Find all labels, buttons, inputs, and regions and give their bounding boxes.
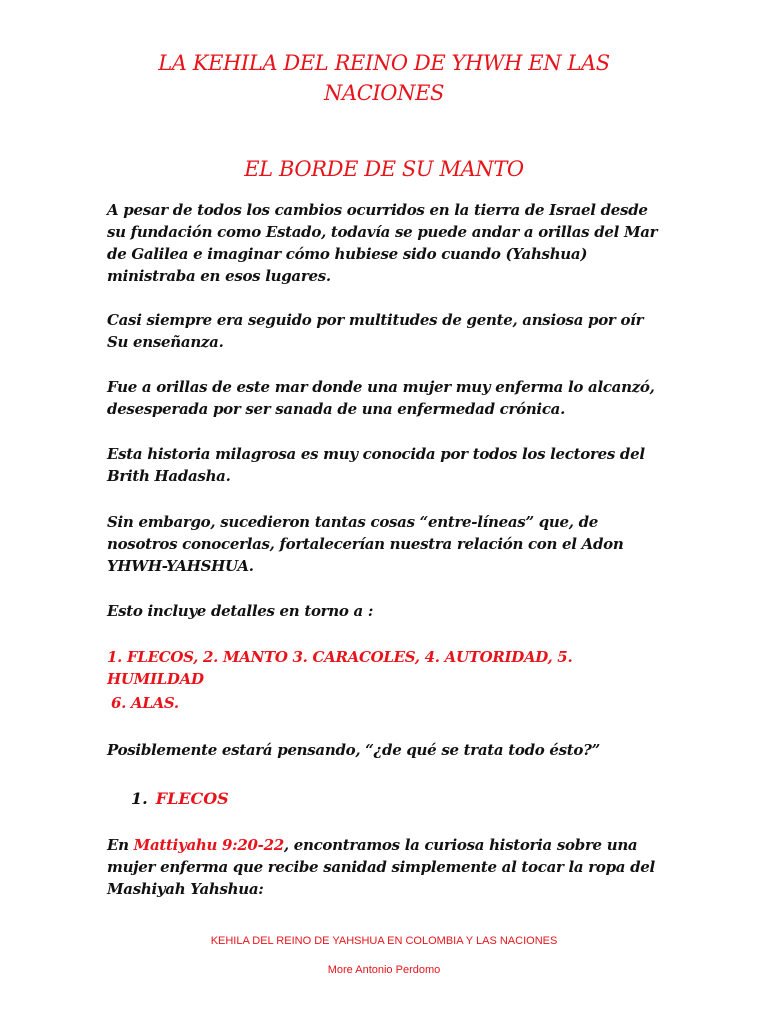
footer-line-1: KEHILA DEL REINO DE YAHSHUA EN COLOMBIA Y LAS NACIONES: [210, 935, 558, 947]
scripture-reference: Mattiyahu 9:20-22: [133, 836, 284, 854]
paragraph-5: Sin embargo, sucedieron tantas cosas “entre-líneas” que, de nosotros conocerlas, fortalecerían nuestra relación con el Adon YHWH-YAHSHUA.: [107, 513, 624, 575]
question-paragraph: Posiblemente estará pensando, “¿de qué se trata todo ésto?”: [107, 741, 600, 759]
final-paragraph: [107, 834, 667, 900]
document-subtitle: EL BORDE DE SU MANTO: [244, 157, 524, 181]
paragraph-3: Fue a orillas de este mar donde una mujer muy enferma lo alcanzó, desesperada por ser sanada de una enfermedad crónica.: [107, 378, 655, 418]
final-paragraph-text: , encontramos la curiosa historia sobre una mujer enferma que recibe sanidad simplemente al tocar la ropa del Mashiyah Yahshua:: [107, 836, 655, 898]
section-number: 1.: [131, 789, 148, 808]
paragraph-1: A pesar de todos los cambios ocurridos en la tierra de Israel desde su fundación como Estado, todavía se puede andar a orillas del Mar de Galilea e imaginar cómo hubiese sido cuando (Yahshua) ministraba en esos lugares.: [107, 201, 658, 285]
final-paragraph-prefix: En: [107, 836, 134, 854]
footer-line-2: More Antonio Perdomo: [327, 964, 441, 976]
paragraph-2: Casi siempre era seguido por multitudes de gente, ansiosa por oír Su enseñanza.: [107, 311, 644, 351]
topics-list-line-2: 6. ALAS.: [111, 694, 179, 712]
paragraph-6: Esto incluye detalles en torno a :: [107, 602, 374, 620]
section-heading: [131, 788, 229, 810]
section-title: FLECOS: [155, 789, 229, 808]
title-line-2: NACIONES: [323, 81, 444, 105]
document-title: [0, 48, 768, 108]
topics-list-line: 1. FLECOS, 2. MANTO 3. CARACOLES, 4. AUTORIDAD, 5. HUMILDAD: [107, 648, 573, 688]
paragraph-4: Esta historia milagrosa es muy conocida por todos los lectores del Brith Hadasha.: [107, 445, 645, 485]
title-line-1: LA KEHILA DEL REINO DE YHWH EN LAS: [158, 51, 610, 75]
